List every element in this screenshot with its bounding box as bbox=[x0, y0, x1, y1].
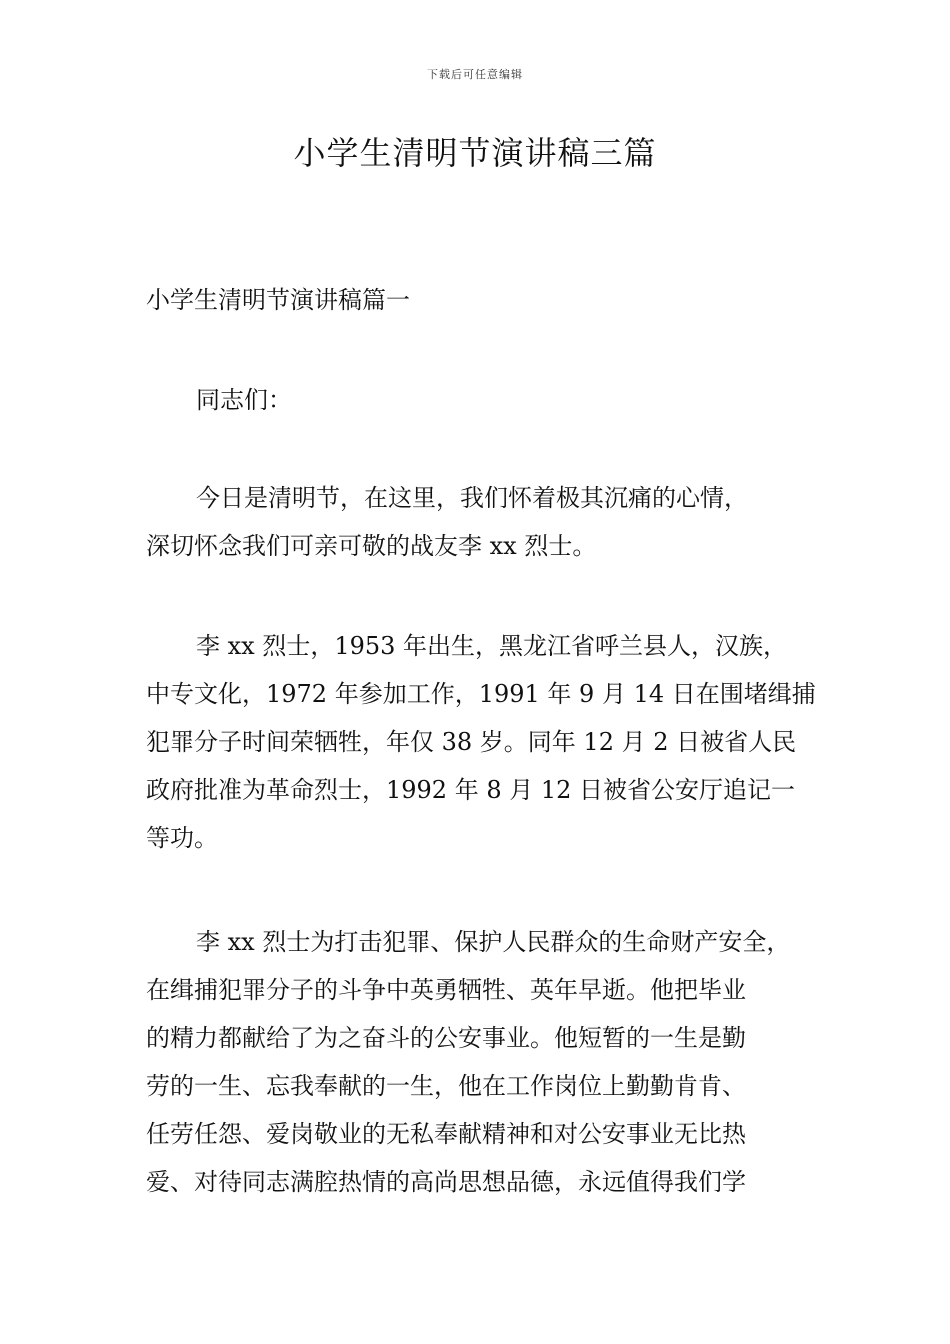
paragraph-line: 今日是清明节，在这里，我们怀着极其沉痛的心情， bbox=[196, 484, 748, 512]
paragraph-biography bbox=[146, 622, 816, 862]
paragraph-line: 李 xx 烈士为打击犯罪、保护人民群众的生命财产安全， bbox=[196, 928, 791, 956]
paragraph-line: 任劳任怨、爱岗敬业的无私奉献精神和对公安事业无比热 bbox=[146, 1120, 746, 1148]
paragraph-salutation bbox=[146, 376, 816, 424]
paragraph-line: 犯罪分子时间荣牺牲，年仅 38 岁。同年 12 月 2 日被省人民 bbox=[146, 728, 797, 756]
paragraph-line: 在缉捕犯罪分子的斗争中英勇牺牲、英年早逝。他把毕业 bbox=[146, 976, 746, 1004]
paragraph-tribute bbox=[146, 918, 816, 1206]
paragraph-opening bbox=[146, 474, 816, 570]
paragraph-line: 李 xx 烈士，1953 年出生，黑龙江省呼兰县人，汉族， bbox=[196, 632, 788, 660]
paragraph-line: 爱、对待同志满腔热情的高尚思想品德，永远值得我们学 bbox=[146, 1168, 746, 1196]
document-title: 小学生清明节演讲稿三篇 bbox=[293, 134, 657, 172]
paragraph-line: 政府批准为革命烈士，1992 年 8 月 12 日被省公安厅追记一 bbox=[146, 776, 796, 804]
paragraph-line: 深切怀念我们可亲可敬的战友李 xx 烈士。 bbox=[146, 532, 597, 560]
header-note: 下载后可任意编辑 bbox=[427, 68, 523, 81]
paragraph-line: 劳的一生、忘我奉献的一生，他在工作岗位上勤勤肯肯、 bbox=[146, 1072, 746, 1100]
section-heading: 小学生清明节演讲稿篇一 bbox=[146, 286, 410, 314]
paragraph-line: 中专文化，1972 年参加工作，1991 年 9 月 14 日在围堵缉捕 bbox=[146, 680, 816, 708]
paragraph-line: 的精力都献给了为之奋斗的公安事业。他短暂的一生是勤 bbox=[146, 1024, 746, 1052]
paragraph-line: 同志们： bbox=[196, 386, 292, 414]
paragraph-line: 等功。 bbox=[146, 824, 218, 852]
